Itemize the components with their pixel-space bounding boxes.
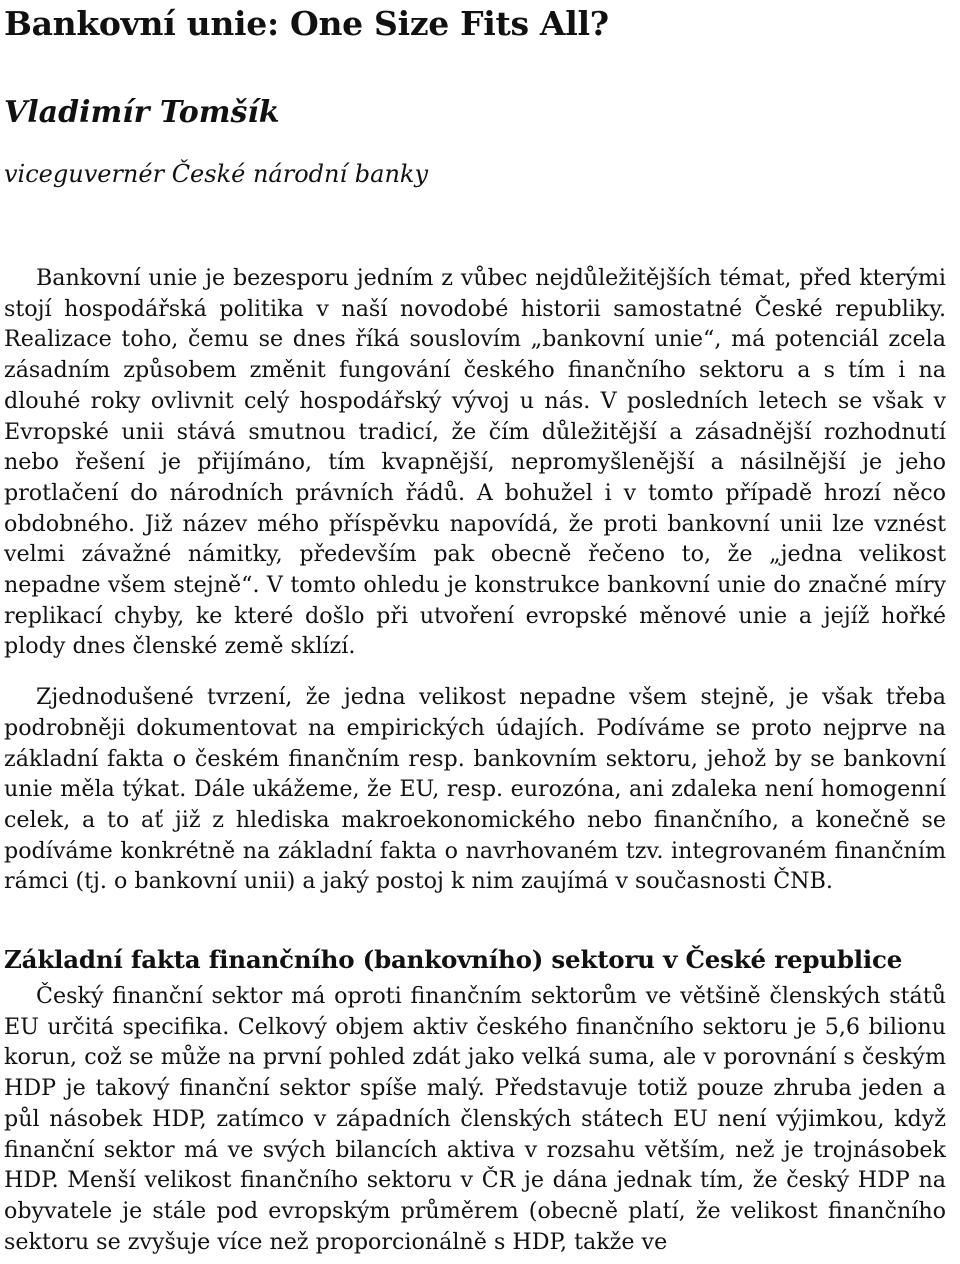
author-role: viceguvernér České národní banky <box>4 160 428 188</box>
author-name: Vladimír Tomšík <box>4 95 280 130</box>
section-paragraph: Český finanční sektor má oproti finančním sektorům ve většině členských států EU určitá specifika. Celkový objem aktiv českého finančního sektoru je 5,6 bilionu korun, což se může na první pohled zdát jako velká suma, ale v porovnání s českým HDP je takový finanční sektor spíše malý. Představuje totiž pouze zhruba jeden a půl násobek HDP, zatímco v západních členských státech EU není výjimkou, když finanční sektor má ve svých bilancích aktiva v rozsahu větším, než je trojnásobek HDP. Menší velikost finančního sektoru v ČR je dána jednak tím, že český HDP na obyvatele je stále pod evropským průměrem (obecně platí, že velikost finančního sektoru se zvyšuje více než proporcionálně s HDP, takže ve <box>4 983 946 1255</box>
intro-paragraph-2: Zjednodušené tvrzení, že jedna velikost nepadne všem stejně, je však třeba podrobněji dokumentovat na empirických údajích. Podíváme se proto nejprve na základní fakta o českém finančním resp. bankovním sektoru, jehož by se bankovní unie měla týkat. Dále ukážeme, že EU, resp. eurozóna, ani zdaleka není homogenní celek, a to ať již z hlediska makroekonomického nebo finančního, a konečně se podíváme konkrétně na základní fakta o navrhovaném tzv. integrovaném finančním rámci (tj. o bankovní unii) a jaký postoj k nim zaujímá v současnosti ČNB. <box>4 684 946 895</box>
intro-paragraph-1: Bankovní unie je bezesporu jedním z vůbec nejdůležitějších témat, před kterými stojí hospodářská politika v naší novodobé historii samostatné České republiky. Realizace toho, čemu se dnes říká souslovím „bankovní unie“, má potenciál zcela zásadním způsobem změnit fungování českého finančního sektoru a s tím i na dlouhé roky ovlivnit celý hospodářský vývoj u nás. V posledních letech se však v Evropské unii stává smutnou tradicí, že čím důležitější a zásadnější rozhodnutí nebo řešení je přijímáno, tím kvapnější, nepromyšlenější a násilnější je jeho protlačení do národních právních řádů. A bohužel i v tomto případě hrozí něco obdobného. Již název mého příspěvku napovídá, že proti bankovní unii lze vznést velmi závažné námitky, především pak obecně řečeno to, že „jedna velikost nepadne všem stejně“. V tomto ohledu je konstrukce bankovní unie do značné míry replikací chyby, ke které došlo při utvoření evropské měnové unie a jejíž hořké plody dnes členské země sklízí. <box>4 265 946 660</box>
document-title: Bankovní unie: One Size Fits All? <box>4 4 609 43</box>
section-heading: Základní fakta finančního (bankovního) sektoru v České republice <box>4 945 903 975</box>
